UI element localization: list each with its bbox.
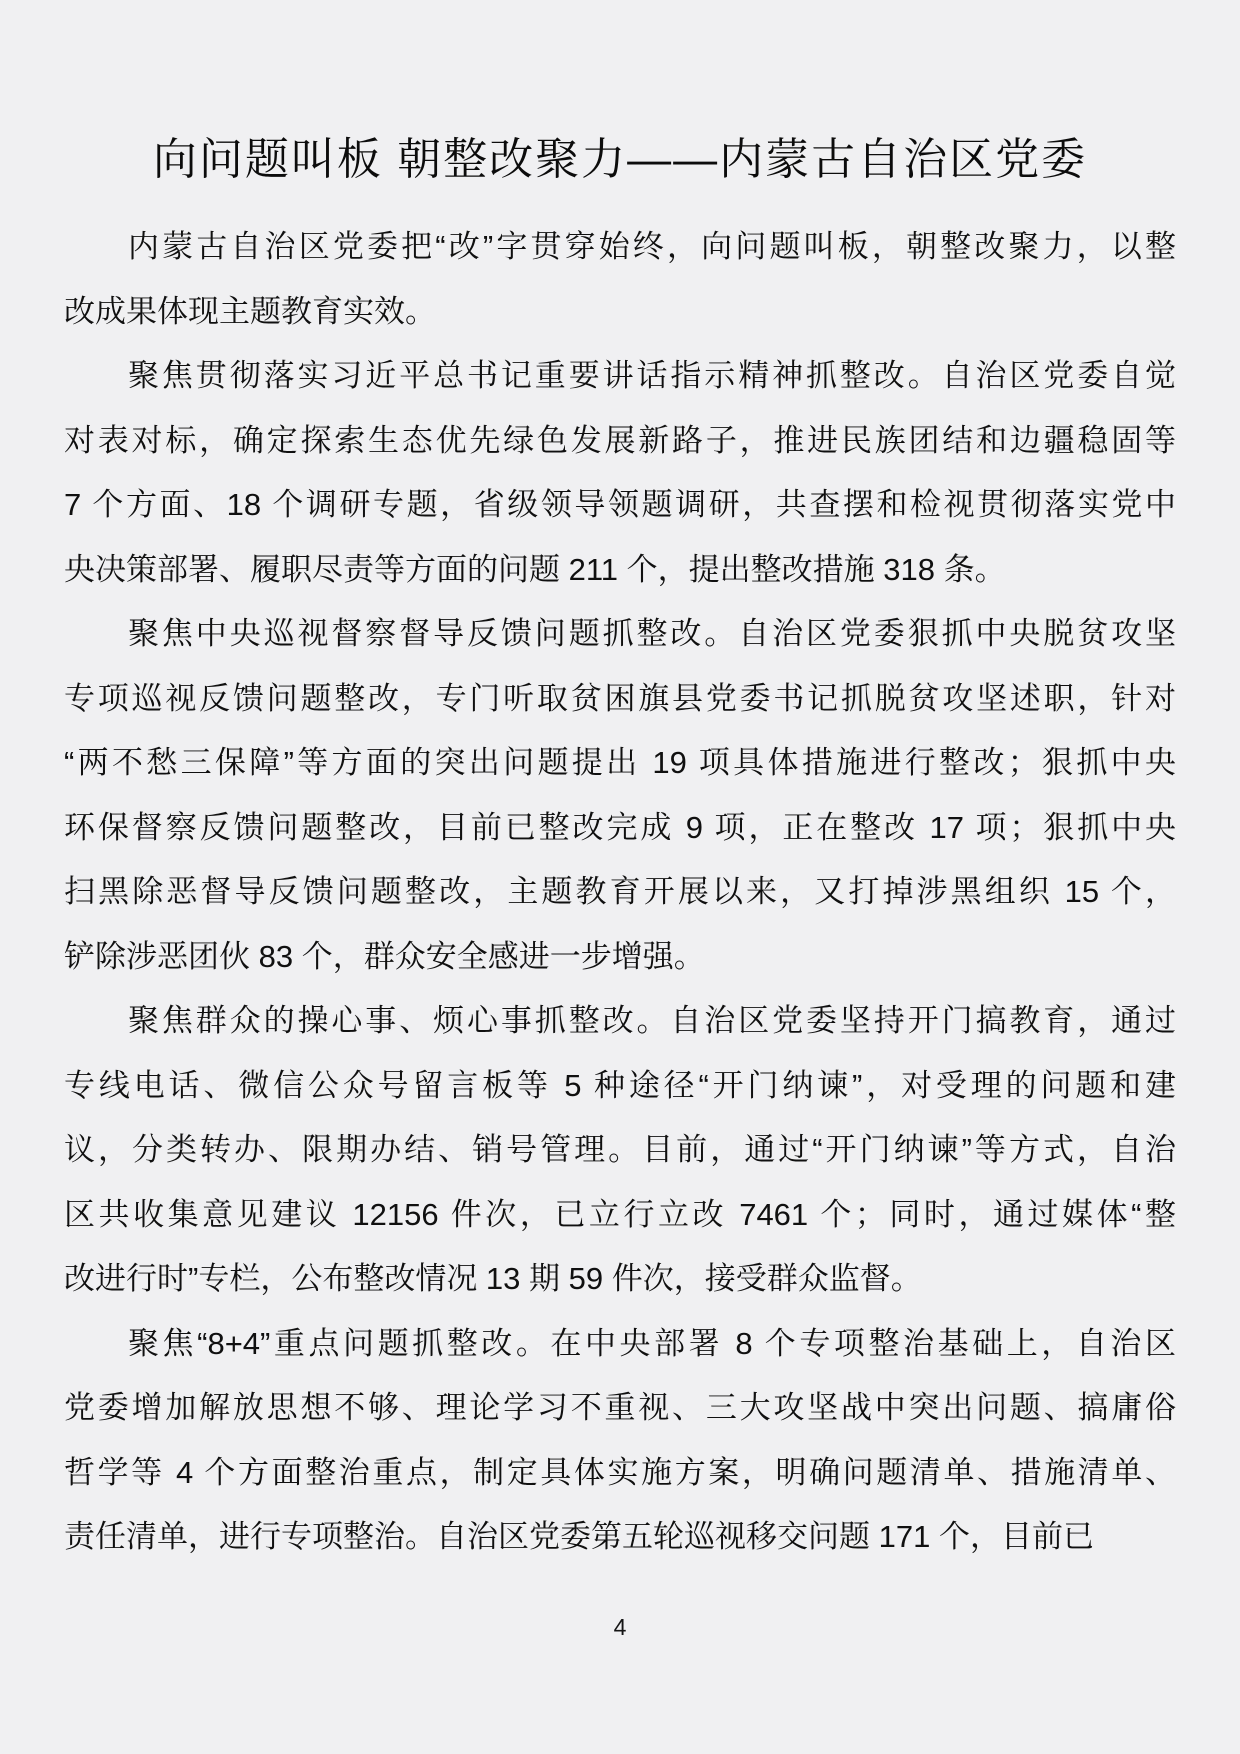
- text-line: 责任清单，进行专项整治。自治区党委第五轮巡视移交问题 171 个，目前已: [64, 1519, 1094, 1554]
- text-line: 区共收集意见建议 12156 件次，已立行立改 7461 个；同时，通过媒体“整: [64, 1196, 1176, 1232]
- text-line: 对表对标，确定探索生态优先绿色发展新路子，推进民族团结和边疆稳固等: [64, 422, 1176, 458]
- paragraph: [64, 1312, 1176, 1570]
- text-line: 扫黑除恶督导反馈问题整改，主题教育开展以来，又打掉涉黑组织 15 个，: [64, 874, 1176, 909]
- text-line: “两不愁三保障”等方面的突出问题提出 19 项具体措施进行整改；狠抓中央: [64, 745, 1176, 780]
- text-line: 聚焦贯彻落实习近平总书记重要讲话指示精神抓整改。自治区党委自觉: [128, 358, 1176, 393]
- text-line: 改成果体现主题教育实效。: [64, 293, 436, 329]
- page-number: 4: [613, 1614, 627, 1640]
- text-line: 专项巡视反馈问题整改，专门听取贫困旗县党委书记抓脱贫攻坚述职，针对: [64, 680, 1176, 716]
- text-line: 央决策部署、履职尽责等方面的问题 211 个，提出整改措施 318 条。: [64, 551, 1006, 587]
- paragraph: [64, 989, 1176, 1312]
- text-line: 哲学等 4 个方面整治重点，制定具体实施方案，明确问题清单、措施清单、: [64, 1454, 1176, 1490]
- text-line: 聚焦中央巡视督察督导反馈问题抓整改。自治区党委狠抓中央脱贫攻坚: [128, 616, 1176, 651]
- text-line: 环保督察反馈问题整改，目前已整改完成 9 项，正在整改 17 项；狠抓中央: [64, 809, 1176, 845]
- text-line: 7 个方面、18 个调研专题，省级领导领题调研，共查摆和检视贯彻落实党中: [64, 487, 1176, 522]
- paragraph: [64, 215, 1176, 344]
- text-line: 议，分类转办、限期办结、销号管理。目前，通过“开门纳谏”等方式，自治: [64, 1132, 1176, 1167]
- paragraph: [64, 344, 1176, 602]
- text-line: 内蒙古自治区党委把“改”字贯穿始终，向问题叫板，朝整改聚力，以整: [128, 229, 1176, 264]
- page-title: 向问题叫板 朝整改聚力——内蒙古自治区党委: [152, 135, 1088, 184]
- paragraph: [64, 602, 1176, 989]
- text-line: 聚焦“8+4”重点问题抓整改。在中央部署 8 个专项整治基础上，自治区: [128, 1325, 1176, 1361]
- document-body: [64, 215, 1176, 1570]
- text-line: 聚焦群众的操心事、烦心事抓整改。自治区党委坚持开门搞教育，通过: [128, 1003, 1176, 1038]
- text-line: 党委增加解放思想不够、理论学习不重视、三大攻坚战中突出问题、搞庸俗: [64, 1390, 1176, 1425]
- text-line: 改进行时”专栏，公布整改情况 13 期 59 件次，接受群众监督。: [64, 1261, 922, 1296]
- text-line: 专线电话、微信公众号留言板等 5 种途径“开门纳谏”，对受理的问题和建: [64, 1067, 1176, 1103]
- text-line: 铲除涉恶团伙 83 个，群众安全感进一步增强。: [64, 938, 705, 974]
